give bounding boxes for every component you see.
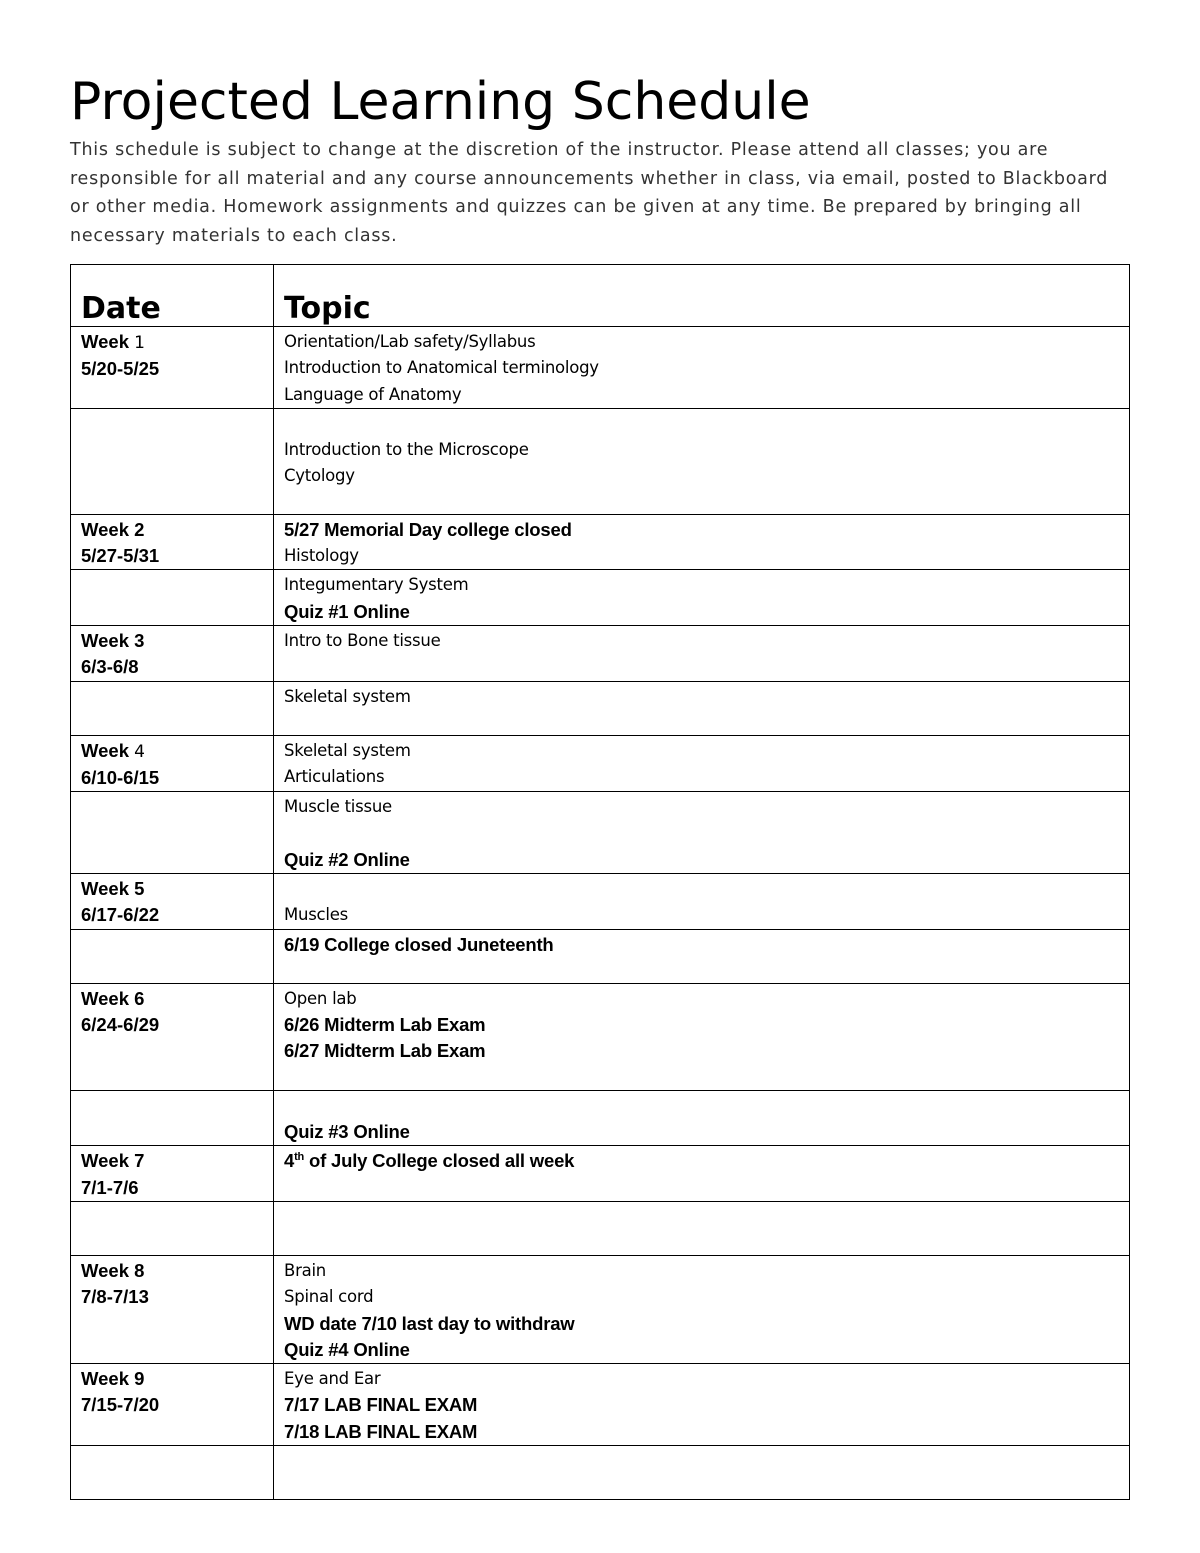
topic-line: 7/17 LAB FINAL EXAM [284,1394,478,1416]
topic-line: Articulations [284,766,385,786]
week-range: 5/27-5/31 [81,545,160,567]
week-label: Week 9 [81,1368,145,1390]
table-row [71,626,1130,682]
header-date: Date [81,291,161,326]
date-cell [71,735,274,792]
table-row [71,681,1130,735]
table-row [71,929,1130,983]
date-cell [71,626,274,682]
header-topic-cell [274,265,1130,327]
topic-line: WD date 7/10 last day to withdraw [284,1312,575,1334]
date-cell [71,1364,274,1446]
blank-line [284,411,1119,437]
topic-line: Quiz #1 Online [284,600,410,622]
week-label: Week 7 [81,1150,145,1172]
table-row [71,1446,1130,1500]
topic-cell [274,327,1130,409]
date-cell [71,681,274,735]
week-range: 6/17-6/22 [81,904,160,926]
table-row [71,1255,1130,1363]
topic-cell [274,514,1130,570]
table-row [71,792,1130,874]
topic-line: 5/27 Memorial Day college closed [284,518,572,540]
table-row [71,1201,1130,1255]
topic-cell [274,1364,1130,1446]
table-row [71,327,1130,409]
table-row [71,1364,1130,1446]
topic-line: Skeletal system [284,740,411,760]
topic-number: 4 [284,1150,295,1172]
week-range: 6/3-6/8 [81,656,139,678]
date-cell [71,983,274,1090]
topic-line: Open lab [284,988,357,1008]
week-range: 6/10-6/15 [81,766,160,788]
topic-line: Quiz #2 Online [284,848,410,870]
date-cell [71,1090,274,1146]
topic-line: 7/18 LAB FINAL EXAM [284,1420,478,1442]
header-topic: Topic [284,291,371,326]
topic-line: Introduction to Anatomical terminology [284,358,599,378]
table-row [71,514,1130,570]
topic-cell [274,1090,1130,1146]
topic-line: Quiz #4 Online [284,1338,410,1360]
week-label: Week 1 [81,331,145,353]
date-cell [71,792,274,874]
week-range: 7/15-7/20 [81,1394,160,1416]
topic-line [284,1148,1119,1174]
topic-line: Spinal cord [284,1287,374,1307]
topic-line: Integumentary System [284,575,469,595]
table-row [71,408,1130,514]
topic-cell [274,792,1130,874]
week-range: 6/24-6/29 [81,1014,160,1036]
date-cell [71,514,274,570]
topic-line: Orientation/Lab safety/Syllabus [284,332,536,351]
topic-line: Brain [284,1260,327,1280]
topic-line: Quiz #3 Online [284,1121,410,1143]
topic-cell [274,626,1130,682]
topic-text: of July College closed all week [304,1150,575,1172]
topic-line: 6/26 Midterm Lab Exam [284,1014,486,1036]
week-label: Week 3 [81,630,145,652]
table-row [71,1090,1130,1146]
week-range: 5/20-5/25 [81,358,160,380]
intro-paragraph: This schedule is subject to change at the discretion of the instructor. Please attend all classes; you are responsible for all material and any course announcements whether in class, via email, posted to Blackboard or other media. Homework assignments and quizzes can be given at any time. Be prepared by bringing all necessary materials to each class. [70,140,1109,246]
topic-cell [274,1201,1130,1255]
topic-cell [274,570,1130,626]
blank-line [284,876,1119,902]
week-label: Week 6 [81,987,145,1009]
week-label: Week 5 [81,878,145,900]
topic-cell [274,1446,1130,1500]
week-label: Week 4 [81,739,145,762]
header-date-cell [71,265,274,327]
topic-line: 6/27 Midterm Lab Exam [284,1040,486,1062]
topic-line: Introduction to the Microscope [284,440,529,460]
week-label: Week 8 [81,1259,145,1281]
date-cell [71,874,274,930]
topic-line: Muscle tissue [284,797,392,817]
topic-line: Muscles [284,905,348,925]
topic-cell [274,681,1130,735]
date-cell [71,570,274,626]
date-cell [71,929,274,983]
blank-line [284,1093,1119,1119]
topic-cell [274,1146,1130,1202]
week-label: Week 2 [81,518,145,540]
week-range: 7/8-7/13 [81,1286,149,1308]
date-cell [71,1146,274,1202]
date-cell [71,1201,274,1255]
topic-line: Eye and Ear [284,1369,381,1389]
date-cell [71,408,274,514]
date-cell [71,1446,274,1500]
topic-cell [274,1255,1130,1363]
date-cell [71,1255,274,1363]
topic-line: Intro to Bone tissue [284,631,441,651]
topic-line: Cytology [284,466,355,486]
week-range: 7/1-7/6 [81,1176,139,1198]
schedule-table [70,264,1130,1500]
topic-cell [274,929,1130,983]
topic-line: Histology [284,546,359,566]
table-header-row [71,265,1130,327]
topic-cell [274,735,1130,792]
date-cell [71,327,274,409]
table-row [71,983,1130,1090]
blank-line [284,821,1119,847]
topic-line: Skeletal system [284,686,411,706]
table-row [71,1146,1130,1202]
topic-cell [274,983,1130,1090]
table-row [71,570,1130,626]
topic-cell [274,408,1130,514]
table-row [71,874,1130,930]
topic-cell [274,874,1130,930]
ordinal-suffix: th [294,1151,305,1164]
table-row [71,735,1130,792]
page-title: Projected Learning Schedule [70,72,811,132]
topic-line: 6/19 College closed Juneteenth [284,933,554,955]
topic-line: Language of Anatomy [284,384,462,404]
